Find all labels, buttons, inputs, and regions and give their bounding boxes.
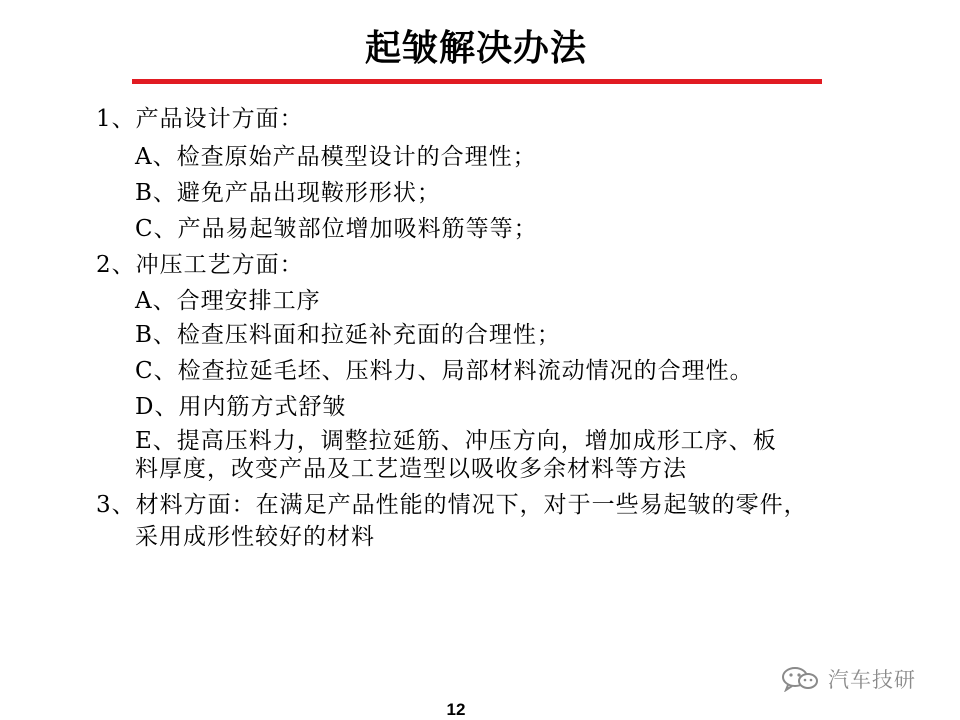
wechat-icon [780, 666, 820, 692]
list-item: A、合理安排工序 [135, 288, 321, 314]
list-item: C、检查拉延毛坯、压料力、局部材料流动情况的合理性。 [135, 358, 754, 384]
list-item: B、避免产品出现鞍形形状； [135, 180, 441, 206]
watermark-text: 汽车技研 [828, 668, 916, 692]
section-heading-material: 3、材料方面：在满足产品性能的情况下，对于一些易起皱的零件， [96, 492, 808, 518]
watermark [780, 664, 916, 694]
list-item: A、检查原始产品模型设计的合理性； [135, 144, 537, 170]
list-item: D、用内筋方式舒皱 [135, 394, 347, 420]
section-heading-stamping-process: 2、冲压工艺方面： [96, 252, 304, 278]
list-item: B、检查压料面和拉延补充面的合理性； [135, 322, 561, 348]
list-item-continuation: 采用成形性较好的材料 [135, 524, 375, 550]
section-heading-product-design: 1、产品设计方面： [96, 106, 304, 132]
list-item: E、提高压料力，调整拉延筋、冲压方向，增加成形工序、板 [135, 428, 777, 454]
page-number: 12 [446, 700, 466, 719]
title-underline [132, 79, 822, 84]
list-item-continuation: 料厚度，改变产品及工艺造型以吸收多余材料等方法 [135, 456, 687, 482]
slide-title: 起皱解决办法 [364, 28, 587, 69]
list-item: C、产品易起皱部位增加吸料筋等等； [135, 216, 538, 242]
